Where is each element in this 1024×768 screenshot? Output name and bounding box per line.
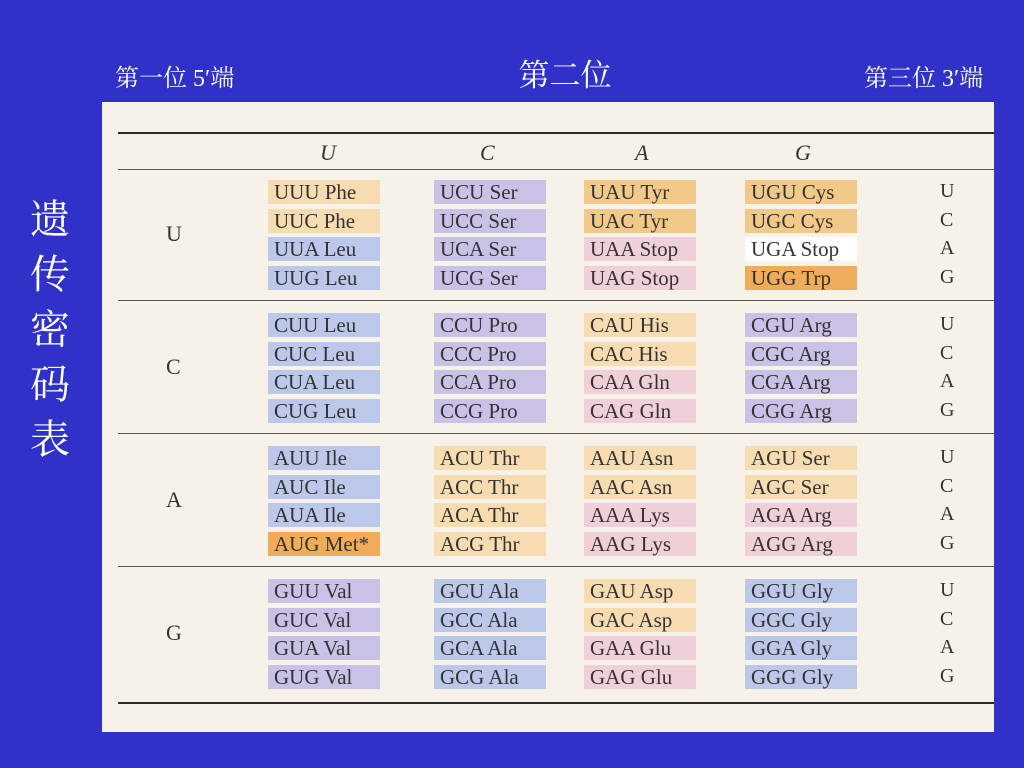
codon-cell: GGC Gly: [745, 608, 857, 632]
codon-cell: AGU Ser: [745, 446, 857, 470]
third-base-label: G: [940, 399, 955, 422]
codon-cell: UCC Ser: [434, 209, 546, 233]
third-base-label: A: [940, 503, 955, 526]
codon-table-panel: [102, 102, 994, 732]
second-base-header-a: A: [635, 140, 649, 165]
third-base-label: G: [940, 665, 955, 688]
codon-cell: UAC Tyr: [584, 209, 696, 233]
codon-cell: AGA Arg: [745, 503, 857, 527]
second-position-header: 第二位: [518, 58, 612, 93]
third-base-label: A: [940, 370, 955, 393]
codon-cell: UAA Stop: [584, 237, 696, 261]
codon-cell: CAU His: [584, 313, 696, 337]
codon-cell: UAG Stop: [584, 266, 696, 290]
codon-cell: UUC Phe: [268, 209, 380, 233]
codon-cell: CGU Arg: [745, 313, 857, 337]
side-title: [26, 192, 74, 467]
codon-cell: UGG Trp: [745, 266, 857, 290]
codon-cell: GUG Val: [268, 665, 380, 689]
codon-cell: UUG Leu: [268, 266, 380, 290]
codon-cell: ACU Thr: [434, 446, 546, 470]
codon-cell: CAA Gln: [584, 370, 696, 394]
side-title-char: 密: [30, 307, 70, 352]
side-title-char: 表: [30, 417, 70, 462]
first-base-label-u: U: [166, 221, 182, 247]
codon-cell: CUU Leu: [268, 313, 380, 337]
third-base-label: U: [940, 579, 955, 601]
third-base-label: U: [940, 446, 955, 468]
codon-cell: CCG Pro: [434, 399, 546, 423]
third-base-label: C: [940, 208, 954, 231]
third-base-label: C: [940, 474, 954, 497]
codon-cell: AAG Lys: [584, 532, 696, 556]
codon-cell: UGU Cys: [745, 180, 857, 204]
codon-cell: CUC Leu: [268, 342, 380, 366]
side-title-char: 码: [30, 362, 70, 407]
group-divider: [118, 566, 994, 567]
codon-cell: GCC Ala: [434, 608, 546, 632]
second-base-header-g: G: [795, 140, 811, 165]
third-base-label: A: [940, 636, 955, 659]
codon-cell: CCU Pro: [434, 313, 546, 337]
codon-cell: CUA Leu: [268, 370, 380, 394]
codon-cell: UCG Ser: [434, 266, 546, 290]
group-divider: [118, 300, 994, 301]
codon-cell: UUU Phe: [268, 180, 380, 204]
second-base-header-u: U: [320, 140, 336, 165]
codon-cell: AAU Asn: [584, 446, 696, 470]
third-base-label: U: [940, 313, 955, 335]
table-top-rule: [118, 132, 994, 134]
codon-cell: ACG Thr: [434, 532, 546, 556]
codon-cell: GGA Gly: [745, 636, 857, 660]
codon-cell: ACC Thr: [434, 475, 546, 499]
first-position-header: 第一位 5′端: [115, 66, 235, 92]
third-base-label: U: [940, 180, 955, 202]
table-bottom-rule: [118, 702, 994, 704]
codon-cell: CUG Leu: [268, 399, 380, 423]
codon-cell: GAA Glu: [584, 636, 696, 660]
codon-cell: GAC Asp: [584, 608, 696, 632]
codon-cell: AGG Arg: [745, 532, 857, 556]
codon-cell: AAA Lys: [584, 503, 696, 527]
codon-cell: UCA Ser: [434, 237, 546, 261]
codon-cell: AUA Ile: [268, 503, 380, 527]
side-title-char: 遗: [30, 197, 70, 242]
side-title-char: 传: [30, 252, 70, 297]
codon-cell: GUA Val: [268, 636, 380, 660]
header-rule: [118, 169, 994, 170]
codon-cell: UCU Ser: [434, 180, 546, 204]
codon-cell: UGC Cys: [745, 209, 857, 233]
codon-cell: GUC Val: [268, 608, 380, 632]
codon-cell: GCG Ala: [434, 665, 546, 689]
codon-cell: CGG Arg: [745, 399, 857, 423]
group-divider: [118, 433, 994, 434]
codon-cell: ACA Thr: [434, 503, 546, 527]
codon-cell: AUG Met*: [268, 532, 380, 556]
codon-cell: CAC His: [584, 342, 696, 366]
second-base-header-c: C: [480, 140, 495, 165]
codon-cell: GCU Ala: [434, 579, 546, 603]
codon-cell: UUA Leu: [268, 237, 380, 261]
codon-cell: GAG Glu: [584, 665, 696, 689]
codon-cell: CCA Pro: [434, 370, 546, 394]
codon-cell: GCA Ala: [434, 636, 546, 660]
third-position-header: 第三位 3′端: [864, 66, 984, 92]
third-base-label: C: [940, 607, 954, 630]
codon-cell: CAG Gln: [584, 399, 696, 423]
codon-cell: CGC Arg: [745, 342, 857, 366]
third-base-label: G: [940, 532, 955, 555]
codon-cell: AUC Ile: [268, 475, 380, 499]
third-base-label: A: [940, 237, 955, 260]
third-base-label: G: [940, 266, 955, 289]
codon-cell: AGC Ser: [745, 475, 857, 499]
first-base-label-c: C: [166, 354, 181, 380]
third-base-label: C: [940, 341, 954, 364]
codon-cell: UGA Stop: [745, 237, 857, 261]
codon-cell: CCC Pro: [434, 342, 546, 366]
codon-cell: GAU Asp: [584, 579, 696, 603]
codon-cell: UAU Tyr: [584, 180, 696, 204]
first-base-label-a: A: [166, 487, 182, 513]
codon-cell: CGA Arg: [745, 370, 857, 394]
codon-cell: GUU Val: [268, 579, 380, 603]
codon-cell: GGG Gly: [745, 665, 857, 689]
codon-cell: AUU Ile: [268, 446, 380, 470]
codon-cell: GGU Gly: [745, 579, 857, 603]
first-base-label-g: G: [166, 620, 182, 646]
codon-cell: AAC Asn: [584, 475, 696, 499]
